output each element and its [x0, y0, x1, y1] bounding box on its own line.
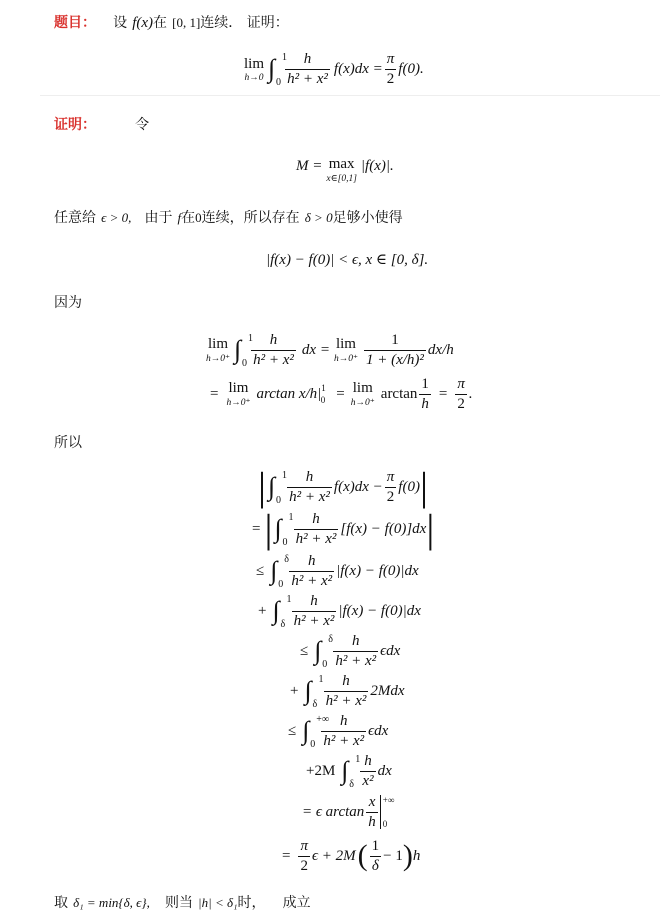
because-tail: dx/h	[427, 341, 454, 358]
chain-last-fraction: $\frac{1}{\delta}$	[371, 837, 380, 874]
final-text-2: 则当	[164, 895, 193, 911]
chain-arctan-pre: = ϵ arctan	[302, 803, 365, 820]
eps-text-2: 由于	[144, 210, 173, 226]
main-pi-over-two: $\frac{\pi}{2}$	[386, 50, 395, 87]
chain-row-tail: f(0)	[398, 478, 420, 495]
max-operator: max x∈[0,1]	[326, 156, 357, 184]
chain-arctan-bounds: +∞ 0	[380, 795, 395, 829]
because-limit-3: lim h→0⁺	[226, 380, 251, 408]
main-fraction: $\frac{h}{\text{h² + x²}}$	[287, 50, 328, 87]
eps-value: ϵ > 0,	[101, 210, 132, 225]
eps-f: f	[177, 210, 182, 225]
chain-row-right-bar: |	[419, 464, 428, 509]
because-fraction-3: $\frac{1}{h}$	[421, 375, 429, 412]
chain-row	[258, 590, 421, 632]
chain-row	[306, 750, 392, 792]
chain-row-left-bar: |	[258, 464, 267, 509]
because-dx: dx =	[301, 341, 330, 358]
chain-row-pi-over-two: $\frac{\pi}{2}$	[386, 468, 395, 505]
proof-label: 证明：	[54, 117, 96, 133]
chain-row-fraction: $\frac{h}{\text{h² + x²}}$	[335, 632, 377, 669]
chain-row-integral: ∫ δ 0	[270, 554, 289, 590]
problem-text-on: 在	[153, 15, 168, 31]
main-limit: lim h→0	[244, 55, 265, 83]
final-text-4: 成立	[282, 895, 311, 911]
chain-row-fraction: $\frac{h}{\text{h² + x²}}$	[295, 510, 337, 547]
chain-row	[258, 466, 428, 508]
chain-last-open-paren: (	[357, 839, 368, 872]
continuity-equation: |f(x) − f(0)| < ϵ, x ∈ [0, δ].	[266, 252, 429, 268]
chain-last-close-paren: )	[402, 839, 413, 872]
main-equation	[244, 48, 424, 90]
because-arctan-eval: $\arctan x/h|^1_0$	[256, 382, 326, 405]
because-fraction-2: $\frac{1}{\text{1 + (x/h)²}}$	[365, 331, 424, 368]
chain-row-op: ≤	[256, 562, 265, 579]
final-condition: |h| < δ₁	[198, 895, 238, 910]
because-eq-3: =	[438, 385, 448, 402]
because-label: 因为	[54, 295, 82, 311]
eps-text-3: 在	[181, 210, 196, 226]
chain-last-mid: ϵ + 2M	[311, 847, 356, 864]
chain-row	[300, 630, 400, 672]
chain-last-tail: h	[412, 847, 421, 864]
proof-let: 令	[135, 117, 150, 133]
chain-row-left-bar: |	[264, 506, 273, 551]
chain-row-fraction: $\frac{h}{\text{h² + x²}}$	[291, 552, 333, 589]
chain-row-body: 2Mdx	[370, 682, 405, 699]
eps-delta: δ > 0	[304, 210, 333, 225]
because-arctan-2: arctan	[380, 385, 418, 402]
chain-row-fraction: $\frac{h}{\text{h² + x²}}$	[323, 712, 365, 749]
chain-row-body: |f(x) − f(0)|dx	[338, 602, 421, 619]
chain-row-op: =	[252, 520, 261, 537]
chain-row	[256, 550, 419, 592]
chain-row-body: f(x)dx −	[333, 478, 383, 495]
chain-row-op: +2M	[306, 762, 336, 779]
max-equation	[296, 152, 394, 184]
chain-row-body: |f(x) − f(0)|dx	[336, 562, 419, 579]
because-limit-1: lim h→0⁺	[206, 336, 231, 364]
main-integral: ∫ 1 0	[268, 52, 288, 88]
chain-row-integral: ∫ 1 δ	[304, 674, 324, 710]
problem-label: 题目：	[54, 15, 96, 31]
because-pi-over-two: $\frac{\pi}{2}$	[457, 375, 465, 412]
chain-arctan-fraction: $\frac{x}{h}$	[368, 793, 376, 830]
problem-fx: f(x)	[132, 15, 154, 31]
because-limit-4: lim h→0⁺	[350, 380, 375, 408]
chain-row-right-bar: |	[426, 506, 435, 551]
final-line	[54, 892, 311, 912]
eps-text-4: 连续，所以存在	[201, 210, 300, 226]
max-rhs: |f(x)|.	[360, 157, 394, 174]
chain-row-op: ≤	[288, 722, 297, 739]
main-rest: f(x)dx =	[333, 60, 383, 77]
chain-row-integral: ∫ δ 0	[314, 634, 333, 670]
section-divider	[40, 95, 660, 96]
chain-row-fraction: $\frac{h}{\text{h² + x²}}$	[289, 468, 330, 505]
chain-row	[288, 710, 388, 752]
epsilon-line	[54, 207, 403, 227]
chain-row-fraction: $\frac{h}{\text{h² + x²}}$	[293, 592, 335, 629]
chain-row-integral: ∫ 1 δ	[341, 754, 361, 790]
final-text-3: 时，	[237, 895, 266, 911]
because-eq-1: =	[210, 385, 219, 402]
eps-text-1: 任意给	[54, 210, 96, 226]
chain-arctan-row	[302, 790, 394, 834]
chain-last-eq: =	[282, 847, 291, 864]
chain-row-body: [f(x) − f(0)]dx	[340, 520, 427, 537]
problem-text-prefix: 设	[113, 15, 128, 31]
chain-row-integral: ∫ +∞ 0	[302, 714, 330, 750]
chain-row-fraction: $\frac{h}{\text{x²}}$	[362, 752, 374, 789]
eps-text-5: 足够小使得	[332, 210, 403, 226]
final-text-1: 取	[54, 895, 68, 911]
because-row-1	[206, 328, 454, 372]
because-row-2	[210, 374, 473, 414]
problem-line	[54, 12, 289, 32]
because-fraction-1: $\frac{h}{\text{h² + x²}}$	[253, 331, 294, 368]
chain-last-row	[282, 834, 420, 878]
chain-row	[252, 508, 434, 550]
eps-zero: 0	[195, 210, 202, 225]
because-eq-2: =	[336, 385, 345, 402]
chain-row-integral: ∫ 1 δ	[272, 594, 292, 630]
chain-row-integral: ∫ 1 0	[274, 512, 294, 548]
because-end: .	[468, 385, 473, 402]
because-integral: ∫ 1 0	[234, 333, 254, 369]
main-tail: f(0).	[398, 60, 424, 77]
chain-row-op: +	[258, 602, 267, 619]
chain-row	[290, 670, 405, 712]
chain-last-pi-over-two: $\frac{\pi}{2}$	[300, 837, 308, 874]
chain-last-minus: − 1	[383, 847, 403, 864]
problem-interval: [0, 1]	[172, 15, 201, 30]
chain-row-op: ≤	[300, 642, 309, 659]
chain-row-body: dx	[377, 762, 392, 779]
therefore-label: 所以	[54, 435, 82, 451]
chain-row-integral: ∫ 1 0	[268, 470, 288, 506]
because-limit-2: lim h→0⁺	[333, 336, 358, 364]
chain-row-op: +	[290, 682, 299, 699]
max-lhs: M =	[296, 157, 323, 174]
chain-row-fraction: $\frac{h}{\text{h² + x²}}$	[325, 672, 367, 709]
proof-line	[54, 114, 149, 134]
chain-row-body: ϵdx	[380, 642, 401, 659]
final-delta1: δ₁ = min{δ, ϵ},	[73, 895, 150, 910]
chain-row-body: ϵdx	[368, 722, 389, 739]
problem-text-suffix: 连续． 证明：	[200, 15, 289, 31]
